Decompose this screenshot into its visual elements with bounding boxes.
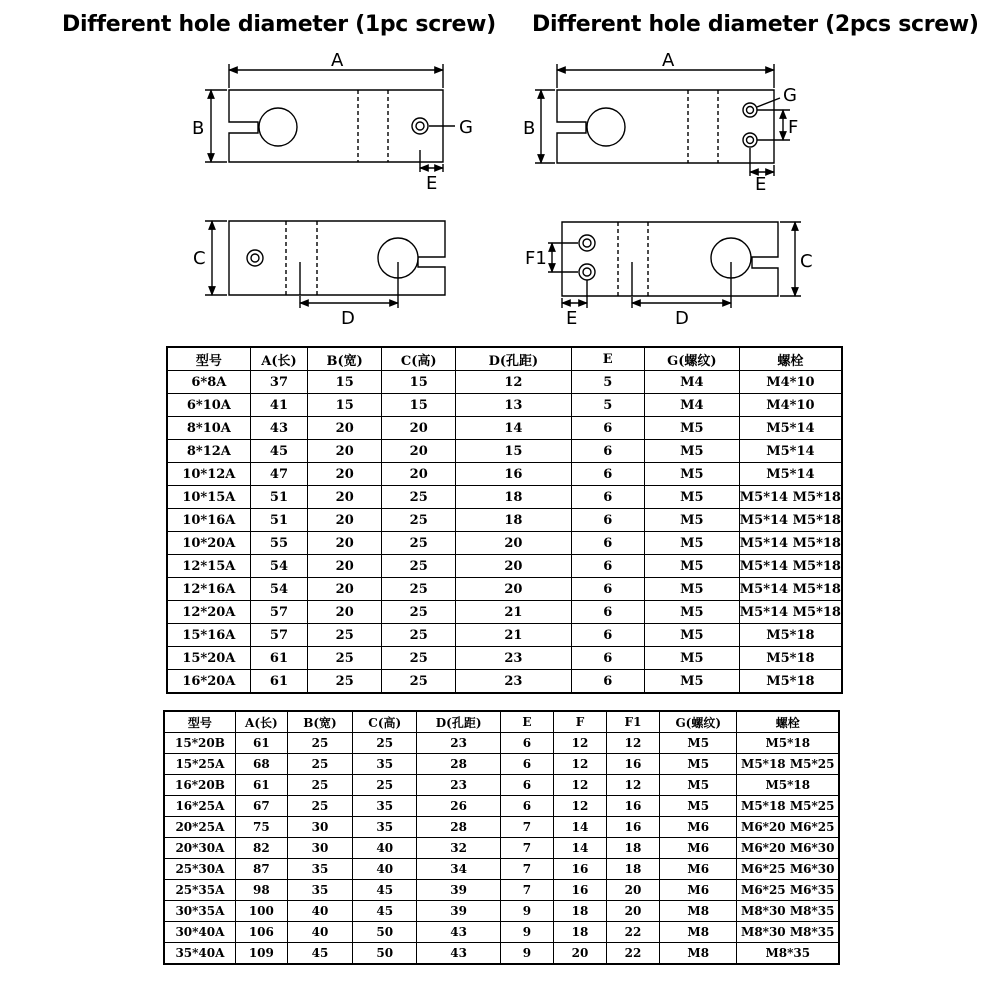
title-2pcs-screw: Different hole diameter (2pcs screw): [532, 12, 979, 37]
table-cell: 8*10A: [167, 417, 250, 440]
column-header: G(螺纹): [644, 347, 739, 371]
table-cell: 43: [250, 417, 307, 440]
table-cell: 20: [606, 880, 659, 901]
table-cell: 100: [235, 901, 287, 922]
spec-table-1pc: [166, 346, 843, 694]
label-e-right: E: [755, 174, 767, 195]
table-cell: 82: [235, 838, 287, 859]
table-row: [164, 859, 839, 880]
table-cell: 20: [456, 578, 571, 601]
table-cell: 21: [456, 601, 571, 624]
table-cell: 47: [250, 463, 307, 486]
table-cell: M5: [644, 624, 739, 647]
table-cell: 20: [382, 417, 456, 440]
table-cell: 16*25A: [164, 796, 235, 817]
table-cell: M5: [660, 733, 737, 754]
table-cell: 25: [382, 555, 456, 578]
table-cell: 35: [353, 754, 417, 775]
table-cell: 6: [571, 624, 644, 647]
table-cell: 18: [456, 509, 571, 532]
table-cell: 8*12A: [167, 440, 250, 463]
table-cell: M6: [660, 838, 737, 859]
table-row: [167, 509, 842, 532]
table-row: [164, 775, 839, 796]
table-cell: M5: [660, 754, 737, 775]
table-cell: 23: [417, 775, 501, 796]
table-row: [167, 555, 842, 578]
table-cell: 20: [308, 509, 382, 532]
right-bottom-view: [562, 222, 778, 296]
table-row: [167, 417, 842, 440]
table-row: [167, 624, 842, 647]
table-cell: M5*18: [739, 624, 842, 647]
table-cell: 9: [500, 943, 553, 965]
table-cell: 22: [606, 943, 659, 965]
table-cell: 15: [456, 440, 571, 463]
table-cell: 15: [308, 394, 382, 417]
table-cell: 45: [353, 901, 417, 922]
label-b-left: B: [192, 118, 205, 139]
table-cell: 41: [250, 394, 307, 417]
table-cell: M5*14 M5*18: [739, 555, 842, 578]
title-1pc-screw: Different hole diameter (1pc screw): [62, 12, 496, 37]
table-cell: 40: [287, 922, 352, 943]
table-cell: 12: [606, 775, 659, 796]
table-cell: 12: [553, 754, 606, 775]
table-row: [167, 670, 842, 694]
column-header: F: [553, 711, 606, 733]
table-cell: M8*35: [737, 943, 839, 965]
table-row: [167, 394, 842, 417]
table-cell: 9: [500, 901, 553, 922]
table-cell: 12: [456, 371, 571, 394]
table-cell: 6: [500, 796, 553, 817]
table-cell: 25: [287, 754, 352, 775]
table-cell: 35*40A: [164, 943, 235, 965]
table-cell: 25: [382, 624, 456, 647]
table-cell: M5: [644, 440, 739, 463]
table-cell: 20: [308, 555, 382, 578]
table-cell: 25: [382, 532, 456, 555]
table-cell: 6: [571, 440, 644, 463]
table-row: [167, 486, 842, 509]
table-cell: M6: [660, 880, 737, 901]
table-cell: 20: [308, 601, 382, 624]
table-cell: M5*18: [739, 647, 842, 670]
label-d-left: D: [341, 308, 355, 329]
table-cell: 6: [571, 555, 644, 578]
table-cell: 67: [235, 796, 287, 817]
label-e-left: E: [426, 173, 438, 194]
table-cell: 22: [606, 922, 659, 943]
table-cell: 40: [287, 901, 352, 922]
table-cell: 50: [353, 943, 417, 965]
label-g-left: G: [459, 117, 473, 138]
table-cell: 87: [235, 859, 287, 880]
table-cell: 14: [553, 817, 606, 838]
table-cell: M5*14 M5*18: [739, 578, 842, 601]
table-row: [167, 532, 842, 555]
table-cell: 16*20A: [167, 670, 250, 694]
table-cell: 20*30A: [164, 838, 235, 859]
table-cell: 6: [571, 486, 644, 509]
label-c-left: C: [193, 248, 206, 269]
table-cell: 23: [417, 733, 501, 754]
column-header: 型号: [167, 347, 250, 371]
table-cell: 16: [456, 463, 571, 486]
table-cell: 15*20B: [164, 733, 235, 754]
table-cell: 26: [417, 796, 501, 817]
column-header: 螺栓: [739, 347, 842, 371]
column-header: D(孔距): [456, 347, 571, 371]
table-cell: M8: [660, 901, 737, 922]
table-cell: 28: [417, 754, 501, 775]
table-cell: M6: [660, 859, 737, 880]
table-row: [164, 754, 839, 775]
table-cell: 25: [382, 670, 456, 694]
table-cell: M8*30 M8*35: [737, 922, 839, 943]
table-cell: 45: [353, 880, 417, 901]
table-cell: 51: [250, 486, 307, 509]
technical-drawing: [0, 0, 1000, 340]
table-cell: M5*14 M5*18: [739, 509, 842, 532]
table-cell: 20: [456, 532, 571, 555]
column-header: 螺栓: [737, 711, 839, 733]
table-cell: 12*15A: [167, 555, 250, 578]
label-f-right: F: [788, 117, 799, 138]
table-cell: 109: [235, 943, 287, 965]
table-cell: M5: [644, 486, 739, 509]
table-cell: 35: [353, 796, 417, 817]
table-cell: 23: [456, 647, 571, 670]
column-header: B(宽): [287, 711, 352, 733]
table-cell: 7: [500, 859, 553, 880]
table-cell: 61: [250, 670, 307, 694]
table-cell: 25: [382, 486, 456, 509]
table-cell: 51: [250, 509, 307, 532]
table-cell: 30: [287, 817, 352, 838]
table-cell: 15: [308, 371, 382, 394]
table-row: [164, 901, 839, 922]
table-cell: 61: [235, 775, 287, 796]
table-header-row: [164, 711, 839, 733]
table-cell: 20: [308, 486, 382, 509]
table-cell: 20: [308, 532, 382, 555]
table-cell: 35: [287, 859, 352, 880]
table-cell: 20: [606, 901, 659, 922]
column-header: D(孔距): [417, 711, 501, 733]
left-top-view: [229, 90, 443, 162]
table-cell: M6*20 M6*30: [737, 838, 839, 859]
table-cell: 25: [382, 601, 456, 624]
table-cell: M8: [660, 943, 737, 965]
table-cell: 25: [287, 796, 352, 817]
label-c-right: C: [800, 251, 813, 272]
table-cell: 75: [235, 817, 287, 838]
column-header: E: [500, 711, 553, 733]
table-cell: 6: [571, 647, 644, 670]
table-cell: M5*14: [739, 440, 842, 463]
left-bottom-view: [229, 221, 445, 295]
table-cell: M5*18: [739, 670, 842, 694]
table-cell: 25*30A: [164, 859, 235, 880]
table-cell: 25: [287, 775, 352, 796]
table-cell: 12: [606, 733, 659, 754]
table-cell: 6: [571, 601, 644, 624]
table-cell: 12: [553, 733, 606, 754]
table-cell: 25: [382, 578, 456, 601]
table-cell: 55: [250, 532, 307, 555]
table-cell: 25: [382, 509, 456, 532]
table-cell: 20: [553, 943, 606, 965]
table-cell: M4: [644, 394, 739, 417]
table-row: [167, 647, 842, 670]
table-cell: M6*20 M6*25: [737, 817, 839, 838]
table-cell: 20: [308, 463, 382, 486]
right-top-view: [557, 90, 774, 163]
table-cell: 6: [500, 733, 553, 754]
table-cell: 7: [500, 838, 553, 859]
table-cell: 20: [382, 440, 456, 463]
table-cell: M5*14 M5*18: [739, 532, 842, 555]
table-cell: 40: [353, 859, 417, 880]
table-cell: M5*14: [739, 463, 842, 486]
table-row: [167, 371, 842, 394]
table-row: [164, 796, 839, 817]
table-cell: 16: [606, 754, 659, 775]
table-cell: 16: [553, 859, 606, 880]
label-a-left: A: [331, 50, 344, 71]
table-cell: 34: [417, 859, 501, 880]
table-cell: 37: [250, 371, 307, 394]
table-cell: 16: [606, 796, 659, 817]
table-cell: 25: [308, 624, 382, 647]
table-cell: 16: [553, 880, 606, 901]
table-cell: M8*30 M8*35: [737, 901, 839, 922]
table-cell: 28: [417, 817, 501, 838]
table-cell: 16*20B: [164, 775, 235, 796]
table-cell: 18: [456, 486, 571, 509]
table-cell: M5: [644, 647, 739, 670]
table-cell: M5*18 M5*25: [737, 796, 839, 817]
table-cell: M8: [660, 922, 737, 943]
table-cell: M5*14 M5*18: [739, 486, 842, 509]
table-cell: 43: [417, 922, 501, 943]
table-cell: 18: [553, 901, 606, 922]
table-cell: 6*8A: [167, 371, 250, 394]
table-cell: 6: [571, 578, 644, 601]
table-cell: 30*35A: [164, 901, 235, 922]
table-cell: 57: [250, 601, 307, 624]
table-cell: 25*35A: [164, 880, 235, 901]
column-header: A(长): [250, 347, 307, 371]
table-row: [167, 463, 842, 486]
spec-table-2pcs: [163, 710, 840, 965]
table-cell: M6*25 M6*35: [737, 880, 839, 901]
table-header-row: [167, 347, 842, 371]
table-row: [164, 817, 839, 838]
table-cell: 61: [235, 733, 287, 754]
table-cell: M5: [644, 463, 739, 486]
table-row: [164, 838, 839, 859]
table-cell: 15*25A: [164, 754, 235, 775]
table-cell: 14: [553, 838, 606, 859]
table-cell: M4: [644, 371, 739, 394]
label-g-right: G: [783, 85, 797, 106]
label-d-right: D: [675, 308, 689, 329]
column-header: C(高): [353, 711, 417, 733]
table-cell: M5: [660, 775, 737, 796]
table-cell: 18: [553, 922, 606, 943]
table-cell: 6: [571, 532, 644, 555]
table-cell: M4*10: [739, 394, 842, 417]
table-cell: 20*25A: [164, 817, 235, 838]
table-cell: 12: [553, 796, 606, 817]
table-cell: 6: [500, 775, 553, 796]
table-cell: 15: [382, 371, 456, 394]
table-cell: M5*14: [739, 417, 842, 440]
table-cell: 23: [456, 670, 571, 694]
table-cell: 12*16A: [167, 578, 250, 601]
table-cell: 68: [235, 754, 287, 775]
column-header: G(螺纹): [660, 711, 737, 733]
table-cell: M5: [644, 555, 739, 578]
table-cell: M5*14 M5*18: [739, 601, 842, 624]
table-cell: 16: [606, 817, 659, 838]
table-cell: 5: [571, 394, 644, 417]
table-cell: M5: [644, 670, 739, 694]
table-cell: 25: [308, 647, 382, 670]
table-cell: M5*18 M5*25: [737, 754, 839, 775]
table-cell: 25: [308, 670, 382, 694]
table-cell: 30*40A: [164, 922, 235, 943]
table-cell: 10*16A: [167, 509, 250, 532]
table-cell: 18: [606, 859, 659, 880]
table-cell: 39: [417, 901, 501, 922]
table-cell: M5*18: [737, 775, 839, 796]
table-cell: 10*20A: [167, 532, 250, 555]
table-cell: 50: [353, 922, 417, 943]
table-cell: 6: [571, 670, 644, 694]
table-cell: 35: [353, 817, 417, 838]
table-cell: 20: [308, 578, 382, 601]
table-cell: 30: [287, 838, 352, 859]
table-cell: 25: [353, 733, 417, 754]
table-cell: 25: [287, 733, 352, 754]
table-row: [164, 943, 839, 965]
table-row: [164, 922, 839, 943]
table-cell: 13: [456, 394, 571, 417]
column-header: F1: [606, 711, 659, 733]
table-cell: 43: [417, 943, 501, 965]
table-cell: 7: [500, 817, 553, 838]
table-cell: 35: [287, 880, 352, 901]
table-cell: M5: [644, 601, 739, 624]
table-cell: M5: [644, 578, 739, 601]
table-cell: 106: [235, 922, 287, 943]
table-cell: 6*10A: [167, 394, 250, 417]
table-cell: M5: [660, 796, 737, 817]
table-cell: 20: [308, 440, 382, 463]
table-cell: 20: [382, 463, 456, 486]
table-cell: M5: [644, 509, 739, 532]
table-cell: 57: [250, 624, 307, 647]
table-cell: 5: [571, 371, 644, 394]
table-cell: 98: [235, 880, 287, 901]
table-cell: M5*18: [737, 733, 839, 754]
table-row: [164, 733, 839, 754]
label-f1-right: F1: [525, 248, 547, 269]
table-cell: 45: [250, 440, 307, 463]
table-cell: 15*20A: [167, 647, 250, 670]
table-cell: M5: [644, 417, 739, 440]
table-cell: 15: [382, 394, 456, 417]
table-cell: 12*20A: [167, 601, 250, 624]
table-cell: 6: [571, 463, 644, 486]
table-cell: 10*12A: [167, 463, 250, 486]
table-cell: 32: [417, 838, 501, 859]
table-row: [167, 440, 842, 463]
table-cell: 45: [287, 943, 352, 965]
column-header: 型号: [164, 711, 235, 733]
table-cell: 54: [250, 555, 307, 578]
table-cell: 54: [250, 578, 307, 601]
table-cell: M4*10: [739, 371, 842, 394]
column-header: E: [571, 347, 644, 371]
table-cell: 12: [553, 775, 606, 796]
table-cell: 25: [353, 775, 417, 796]
column-header: A(长): [235, 711, 287, 733]
table-row: [167, 578, 842, 601]
table-cell: M6: [660, 817, 737, 838]
table-cell: 15*16A: [167, 624, 250, 647]
table-cell: 9: [500, 922, 553, 943]
table-cell: 14: [456, 417, 571, 440]
label-a-right: A: [662, 50, 675, 71]
table-cell: 20: [456, 555, 571, 578]
table-cell: 6: [571, 417, 644, 440]
table-cell: 10*15A: [167, 486, 250, 509]
column-header: B(宽): [308, 347, 382, 371]
table-cell: M5: [644, 532, 739, 555]
table-cell: 6: [500, 754, 553, 775]
column-header: C(高): [382, 347, 456, 371]
label-b-right: B: [523, 118, 536, 139]
table-row: [167, 601, 842, 624]
table-cell: 21: [456, 624, 571, 647]
table-cell: 7: [500, 880, 553, 901]
table-cell: M6*25 M6*30: [737, 859, 839, 880]
label-e-right-bottom: E: [566, 308, 578, 329]
table-row: [164, 880, 839, 901]
table-cell: 39: [417, 880, 501, 901]
table-cell: 25: [382, 647, 456, 670]
table-cell: 6: [571, 509, 644, 532]
table-cell: 20: [308, 417, 382, 440]
table-cell: 18: [606, 838, 659, 859]
table-cell: 61: [250, 647, 307, 670]
table-cell: 40: [353, 838, 417, 859]
